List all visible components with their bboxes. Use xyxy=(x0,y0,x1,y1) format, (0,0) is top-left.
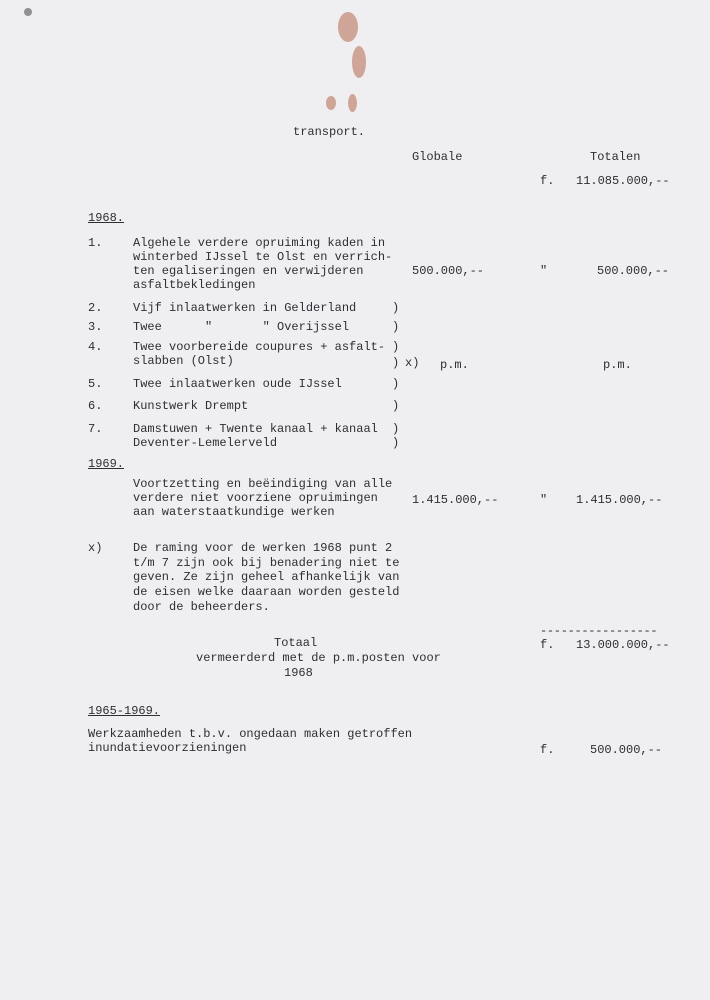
total-amount: 1.415.000,-- xyxy=(576,493,663,507)
stain xyxy=(348,94,357,112)
total-note-year: 1968 xyxy=(284,666,313,680)
bracket: ) xyxy=(392,320,400,334)
stain xyxy=(24,8,32,16)
item-text: Twee voorbereide coupures + asfalt- slabben (Olst) xyxy=(133,340,386,368)
total-currency: f. xyxy=(540,638,555,652)
currency: f. xyxy=(540,743,555,757)
globale-amount: 1.415.000,-- xyxy=(412,493,499,507)
item-text: Damstuwen + Twente kanaal + kanaal Deventer-Lemelerveld xyxy=(133,422,378,450)
total-amount: 500.000,-- xyxy=(597,264,670,278)
total-rule: ----------------- xyxy=(540,624,658,638)
footnote-mark: x) xyxy=(405,356,420,370)
stain xyxy=(338,12,358,42)
item-text: Vijf inlaatwerken in Gelderland xyxy=(133,301,357,315)
carry-currency: f. xyxy=(540,174,555,188)
transport-label: transport. xyxy=(293,125,366,139)
item-text: Voortzetting en beëindiging van alle verdere niet voorziene opruimingen aan waterstaatkundige werken xyxy=(133,477,393,519)
carry-total: 11.085.000,-- xyxy=(576,174,670,188)
ditto-mark: " xyxy=(540,264,548,278)
bracket: ) xyxy=(392,301,400,315)
heading-1965-1969: 1965-1969. xyxy=(88,704,161,718)
item-num: 7. xyxy=(88,422,103,436)
item-num: 2. xyxy=(88,301,103,315)
pm-total: p.m. xyxy=(603,358,632,372)
item-text: Werkzaamheden t.b.v. ongedaan maken getroffen inundatievoorzieningen xyxy=(88,727,413,755)
bracket: ) xyxy=(392,436,400,450)
item-text: Twee " " Overijssel xyxy=(133,320,350,334)
pm-globale: p.m. xyxy=(440,358,469,372)
bracket: ) xyxy=(392,422,400,436)
stain xyxy=(352,46,366,78)
item-num: 6. xyxy=(88,399,103,413)
total-note: vermeerderd met de p.m.posten voor xyxy=(196,651,441,665)
col-totalen: Totalen xyxy=(590,150,641,164)
footnote-text: De raming voor de werken 1968 punt 2 t/m 7 zijn ook bij benadering niet te geven. Ze zijn geheel afhankelijk van de eisen welke daaraan worden gesteld door de beheerders. xyxy=(133,541,400,614)
footnote-mark: x) xyxy=(88,541,103,555)
col-globale: Globale xyxy=(412,150,463,164)
amount: 500.000,-- xyxy=(590,743,663,757)
total-label: Totaal xyxy=(274,636,318,650)
total-amount: 13.000.000,-- xyxy=(576,638,670,652)
bracket: ) xyxy=(392,356,400,370)
bracket: ) xyxy=(392,377,400,391)
item-text: Twee inlaatwerken oude IJssel xyxy=(133,377,342,391)
item-num: 5. xyxy=(88,377,103,391)
bracket: ) xyxy=(392,399,400,413)
item-num: 1. xyxy=(88,236,103,250)
item-num: 3. xyxy=(88,320,103,334)
item-text: Kunstwerk Drempt xyxy=(133,399,249,413)
stain xyxy=(326,96,336,110)
bracket: ) xyxy=(392,340,400,354)
heading-1968: 1968. xyxy=(88,211,125,225)
globale-amount: 500.000,-- xyxy=(412,264,485,278)
item-text: Algehele verdere opruiming kaden in winterbed IJssel te Olst en verrich- ten egaliseringen en verwijderen asfaltbekledingen xyxy=(133,236,393,292)
heading-1969: 1969. xyxy=(88,457,125,471)
ditto-mark: " xyxy=(540,493,548,507)
item-num: 4. xyxy=(88,340,103,354)
